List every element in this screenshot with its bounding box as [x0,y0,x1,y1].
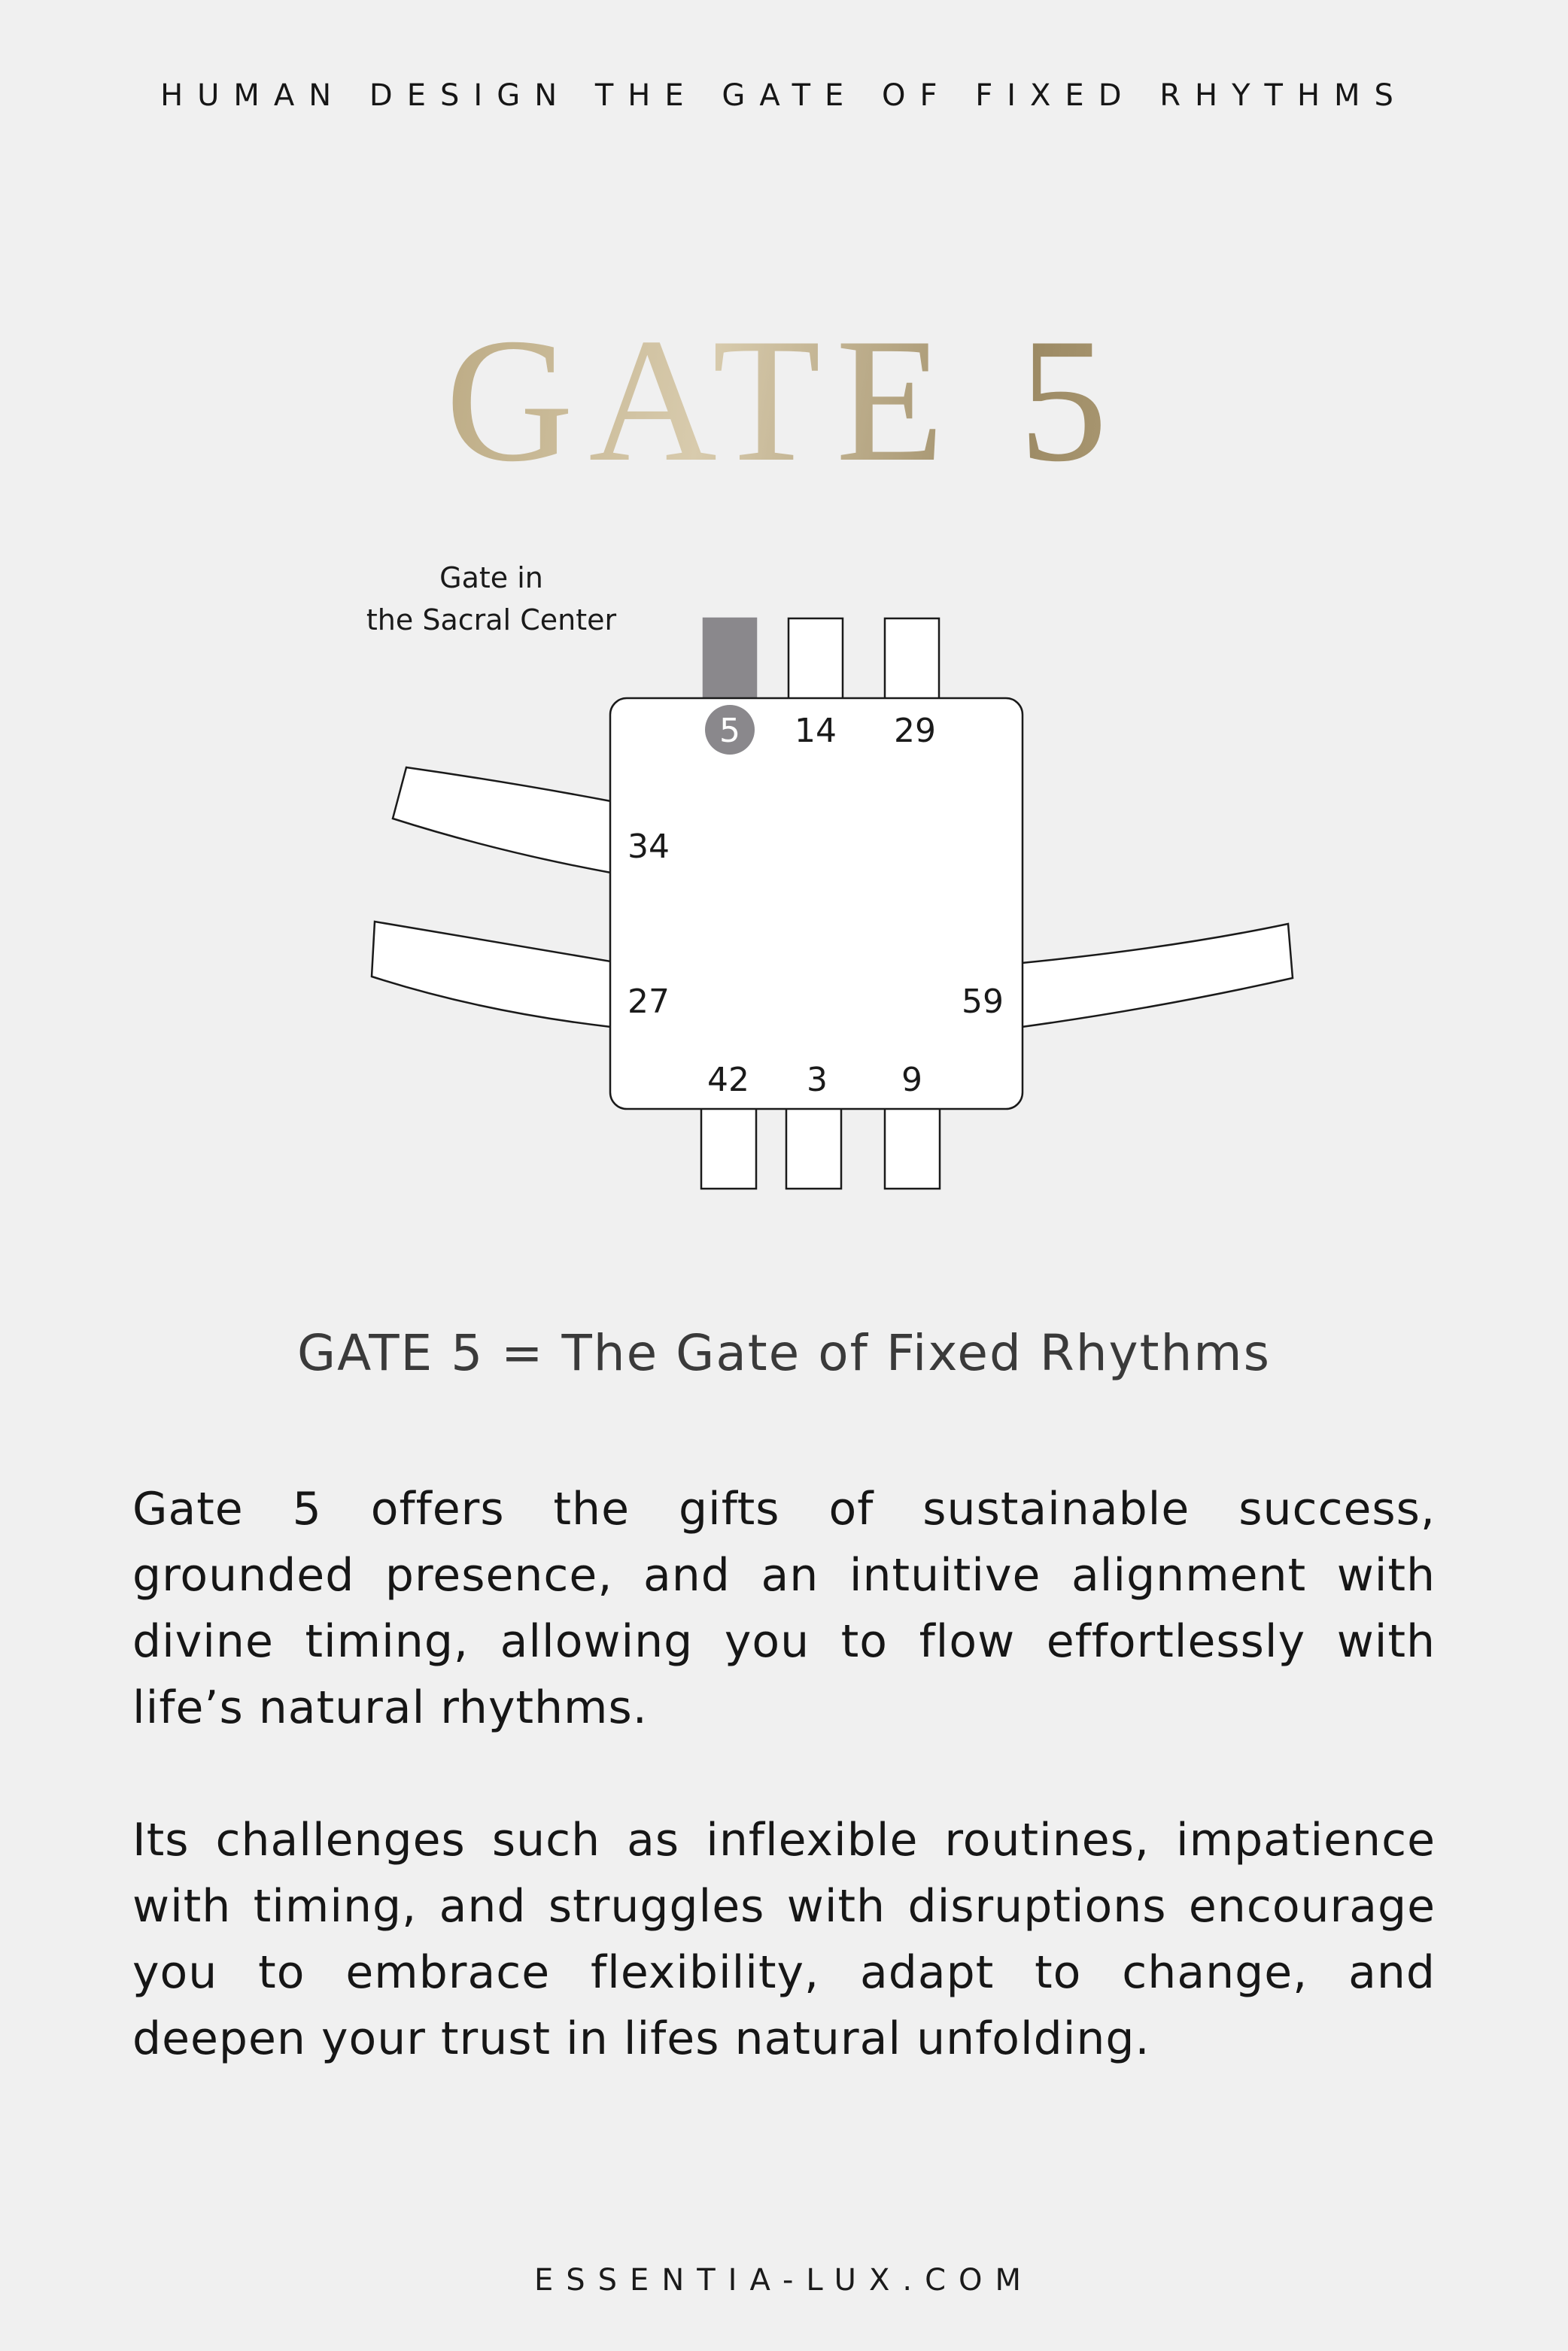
channel-bottom-9 [885,1106,940,1189]
channel-right [1022,924,1293,1027]
gate-number-34: 34 [628,828,670,866]
gate-number-14: 14 [795,712,837,750]
gate-number-27: 27 [628,983,670,1021]
diagram-caption-line1: Gate in [439,561,543,594]
channel-bottom-42 [701,1106,756,1189]
channel-left-upper [393,767,611,873]
page-header-title: HUMAN DESIGN THE GATE OF FIXED RHYTHMS [160,78,1408,113]
channel-top-5 [703,618,756,701]
gate-number-59: 59 [962,983,1004,1021]
diagram-caption [339,557,644,641]
sacral-center-box [610,698,1023,1109]
paragraph-gifts: Gate 5 offers the gifts of sustainable success, grounded presence, and an intuitive alignment with divine timing, allowing you to flow effortlessly with life’s natural rhythms. [132,1483,1436,1734]
diagram-caption-line2: the Sacral Center [366,603,617,636]
gate-title: GATE 5 [0,312,1568,490]
paragraph-challenges: Its challenges such as inflexible routines, impatience with timing, and struggles with disruptions encourage you to embrace flexibility, adapt to change, and deepen your trust in lifes natural unfolding. [132,1814,1436,2065]
sacral-center-graphic [0,542,1568,1219]
gate-subtitle: GATE 5 = The Gate of Fixed Rhythms [297,1324,1271,1382]
gate-number-3: 3 [807,1061,828,1099]
gate-number-29: 29 [894,712,936,750]
gate-number-42: 42 [707,1061,749,1099]
sacral-center-diagram [0,542,1568,1219]
gate-number-9: 9 [901,1061,922,1099]
channel-top-14 [789,618,843,701]
footer-site-link[interactable]: ESSENTIA-LUX.COM [533,2263,1034,2298]
channel-top-29 [885,618,939,701]
channel-left-lower [372,922,611,1027]
gate-number-5: 5 [719,712,740,750]
channel-bottom-3 [786,1106,841,1189]
